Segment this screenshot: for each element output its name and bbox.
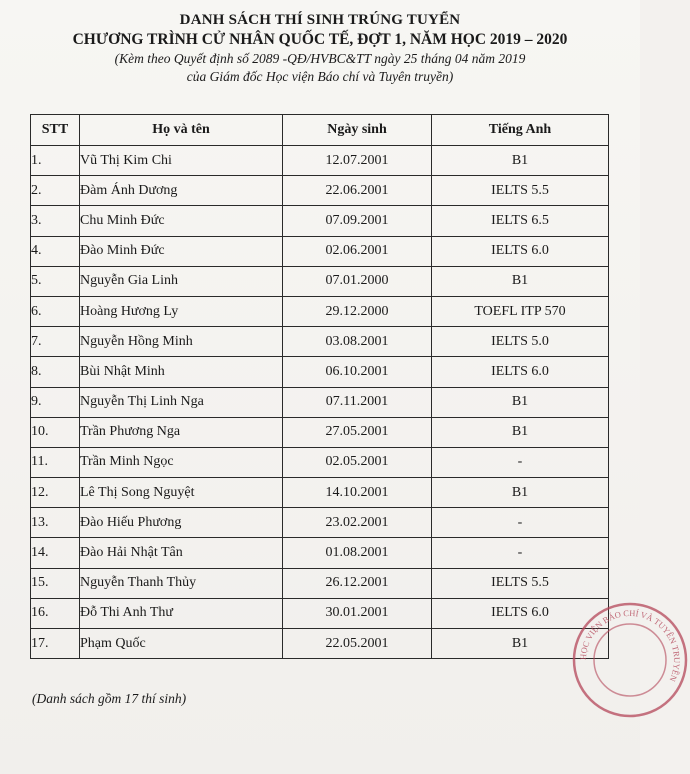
table-row (31, 538, 609, 568)
cell-dob: 26.12.2001 (283, 568, 432, 598)
cell-name: Đào Minh Đức (80, 236, 283, 266)
cell-english: IELTS 5.0 (432, 327, 609, 357)
table-row (31, 598, 609, 628)
table-row (31, 417, 609, 447)
student-table (30, 114, 609, 659)
cell-name: Nguyễn Hồng Minh (80, 327, 283, 357)
cell-name: Trần Phương Nga (80, 417, 283, 447)
column-header-stt: STT (31, 115, 80, 146)
cell-dob: 12.07.2001 (283, 146, 432, 176)
cell-stt: 2. (31, 176, 80, 206)
cell-name: Nguyễn Gia Linh (80, 266, 283, 296)
cell-stt: 3. (31, 206, 80, 236)
table-header-row (31, 115, 609, 146)
table-row (31, 296, 609, 326)
cell-english: IELTS 5.5 (432, 176, 609, 206)
cell-stt: 4. (31, 236, 80, 266)
seal-text: HỌC VIỆN BÁO CHÍ VÀ TUYÊN TRUYỀN (577, 607, 683, 684)
cell-name: Chu Minh Đức (80, 206, 283, 236)
title-line-1: DANH SÁCH THÍ SINH TRÚNG TUYỂN (179, 12, 461, 28)
cell-dob: 22.06.2001 (283, 176, 432, 206)
cell-english: B1 (432, 478, 609, 508)
title-line-2: CHƯƠNG TRÌNH CỬ NHÂN QUỐC TẾ, ĐỢT 1, NĂM HỌC 2019 – 2020 (72, 31, 568, 48)
table-row (31, 206, 609, 236)
cell-stt: 6. (31, 296, 80, 326)
column-header-english: Tiếng Anh (432, 115, 609, 146)
cell-name: Đỗ Thi Anh Thư (80, 598, 283, 628)
table-row (31, 568, 609, 598)
cell-name: Đàm Ánh Dương (80, 176, 283, 206)
cell-dob: 06.10.2001 (283, 357, 432, 387)
cell-name: Nguyễn Thị Linh Nga (80, 387, 283, 417)
document-header (0, 10, 640, 86)
cell-name: Đào Hải Nhật Tân (80, 538, 283, 568)
cell-name: Nguyễn Thanh Thủy (80, 568, 283, 598)
table-row (31, 629, 609, 659)
cell-dob: 22.05.2001 (283, 629, 432, 659)
cell-name: Hoàng Hương Ly (80, 296, 283, 326)
cell-dob: 27.05.2001 (283, 417, 432, 447)
cell-english: IELTS 6.0 (432, 357, 609, 387)
svg-text:HỌC VIỆN BÁO CHÍ VÀ TUYÊN TRUY (578, 608, 682, 683)
cell-name: Phạm Quốc (80, 629, 283, 659)
table-row (31, 146, 609, 176)
cell-dob: 07.01.2000 (283, 266, 432, 296)
cell-english: IELTS 6.0 (432, 598, 609, 628)
cell-english: B1 (432, 629, 609, 659)
cell-stt: 13. (31, 508, 80, 538)
cell-english: B1 (432, 417, 609, 447)
cell-english: B1 (432, 266, 609, 296)
cell-dob: 30.01.2001 (283, 598, 432, 628)
cell-stt: 1. (31, 146, 80, 176)
table-body (31, 146, 609, 659)
cell-english: - (432, 538, 609, 568)
cell-stt: 5. (31, 266, 80, 296)
cell-dob: 29.12.2000 (283, 296, 432, 326)
cell-stt: 12. (31, 478, 80, 508)
cell-stt: 7. (31, 327, 80, 357)
cell-stt: 11. (31, 447, 80, 477)
cell-name: Đào Hiếu Phương (80, 508, 283, 538)
table-row (31, 176, 609, 206)
cell-english: IELTS 6.5 (432, 206, 609, 236)
cell-stt: 10. (31, 417, 80, 447)
table-row (31, 357, 609, 387)
subtitle-line-1: (Kèm theo Quyết định số 2089 -QĐ/HVBC&TT ngày 25 tháng 04 năm 2019 (114, 51, 526, 66)
cell-dob: 07.11.2001 (283, 387, 432, 417)
cell-english: - (432, 508, 609, 538)
cell-stt: 17. (31, 629, 80, 659)
cell-dob: 07.09.2001 (283, 206, 432, 236)
subtitle-line-2: của Giám đốc Học viện Báo chí và Tuyên truyền) (186, 69, 454, 84)
cell-dob: 02.06.2001 (283, 236, 432, 266)
cell-english: TOEFL ITP 570 (432, 296, 609, 326)
cell-name: Trần Minh Ngọc (80, 447, 283, 477)
cell-english: IELTS 5.5 (432, 568, 609, 598)
cell-dob: 23.02.2001 (283, 508, 432, 538)
table-row (31, 236, 609, 266)
cell-stt: 16. (31, 598, 80, 628)
cell-stt: 15. (31, 568, 80, 598)
table-row (31, 266, 609, 296)
cell-english: B1 (432, 387, 609, 417)
cell-name: Bùi Nhật Minh (80, 357, 283, 387)
cell-name: Vũ Thị Kim Chi (80, 146, 283, 176)
cell-english: B1 (432, 146, 609, 176)
cell-stt: 14. (31, 538, 80, 568)
table-row (31, 327, 609, 357)
cell-dob: 01.08.2001 (283, 538, 432, 568)
cell-english: - (432, 447, 609, 477)
cell-name: Lê Thị Song Nguyệt (80, 478, 283, 508)
cell-stt: 8. (31, 357, 80, 387)
footnote: (Danh sách gồm 17 thí sinh) (32, 691, 187, 706)
column-header-dob: Ngày sinh (283, 115, 432, 146)
table-row (31, 508, 609, 538)
official-seal (570, 600, 690, 720)
column-header-name: Họ và tên (80, 115, 283, 146)
cell-english: IELTS 6.0 (432, 236, 609, 266)
cell-dob: 14.10.2001 (283, 478, 432, 508)
cell-dob: 02.05.2001 (283, 447, 432, 477)
table-row (31, 387, 609, 417)
table-row (31, 447, 609, 477)
table-row (31, 478, 609, 508)
cell-dob: 03.08.2001 (283, 327, 432, 357)
cell-stt: 9. (31, 387, 80, 417)
